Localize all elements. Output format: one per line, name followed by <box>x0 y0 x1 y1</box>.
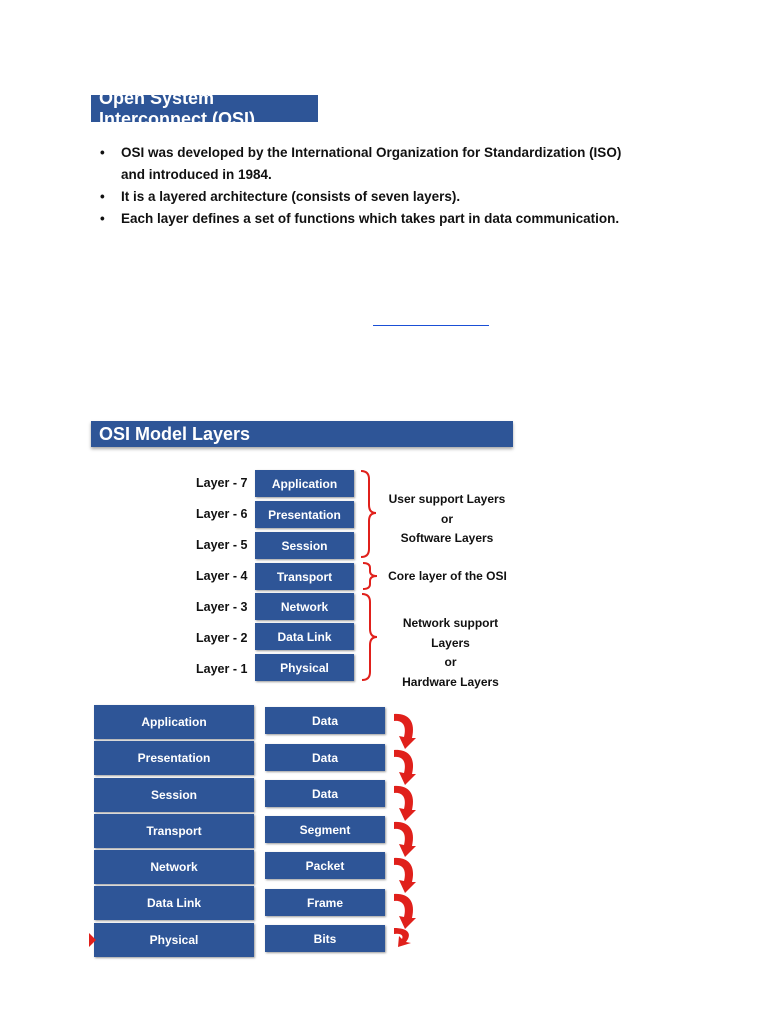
bracket-user-support <box>361 471 376 557</box>
pdu-unit-frame: Frame <box>265 889 385 916</box>
layer-number-label: Layer - 2 <box>196 631 248 645</box>
pdu-layer-network: Network <box>94 850 254 884</box>
layer-box-data-link: Data Link <box>255 623 354 650</box>
layer-box-physical: Physical <box>255 654 354 681</box>
bullet-text: It is a layered architecture (consists of seven layers). <box>121 189 461 204</box>
curved-down-arrow-icon <box>394 714 416 749</box>
layer-number-label: Layer - 1 <box>196 662 248 676</box>
layer-number-label: Layer - 3 <box>196 600 248 614</box>
pdu-layer-transport: Transport <box>94 814 254 848</box>
pdu-unit-segment: Segment <box>265 816 385 843</box>
pdu-layer-presentation: Presentation <box>94 741 254 775</box>
group-line: Core layer of the OSI <box>388 569 507 583</box>
group-line: Software Layers <box>400 531 494 545</box>
bullet-dot: • <box>100 211 105 226</box>
osi-section-title: Open System Interconnect (OSI) <box>91 95 318 122</box>
group-line: Hardware Layers <box>402 674 499 689</box>
group-line: or <box>441 511 453 526</box>
arrow-edge-marker-icon <box>89 933 96 947</box>
pdu-unit-packet: Packet <box>265 852 385 879</box>
layer-number-label: Layer - 7 <box>196 476 248 490</box>
layer-box-application: Application <box>255 470 354 497</box>
layer-box-network: Network <box>255 593 354 620</box>
bullet-text: Each layer defines a set of functions which takes part in data communication. <box>121 211 620 226</box>
curved-down-arrow-icon <box>394 858 416 893</box>
layer-number-label: Layer - 6 <box>196 507 248 521</box>
pdu-unit-bits: Bits <box>265 925 385 952</box>
bullet-text: OSI was developed by the International Organization for Standardization (ISO) and introduced in 1984. <box>121 145 622 182</box>
pdu-unit-data: Data <box>265 780 385 807</box>
group-line: or <box>444 655 457 669</box>
bullet-dot: • <box>100 189 105 204</box>
layer-box-transport: Transport <box>255 563 354 590</box>
curved-down-arrow-icon <box>394 822 416 857</box>
pdu-layer-data-link: Data Link <box>94 886 254 920</box>
bracket-group <box>361 471 377 680</box>
curved-down-arrow-icon <box>394 894 416 929</box>
layer-box-presentation: Presentation <box>255 501 354 528</box>
curved-down-arrow-icon <box>394 786 416 821</box>
pdu-layer-physical: Physical <box>94 923 254 957</box>
pdu-layer-session: Session <box>94 778 254 812</box>
bracket-core <box>363 563 377 589</box>
pdu-unit-data: Data <box>265 707 385 734</box>
curved-down-arrow-icon <box>394 750 416 785</box>
group-line: Network support Layers <box>402 616 499 650</box>
layer-number-label: Layer - 4 <box>196 569 248 583</box>
bullet-dot: • <box>100 145 105 160</box>
layer-number-label: Layer - 5 <box>196 538 248 552</box>
bracket-network-support <box>362 594 377 680</box>
pdu-unit-data: Data <box>265 744 385 771</box>
flow-arrows <box>89 714 416 947</box>
layers-section-title: OSI Model Layers <box>91 421 513 447</box>
group-line: User support Layers <box>388 492 506 506</box>
curved-down-arrow-icon <box>394 928 411 947</box>
pdu-layer-application: Application <box>94 705 254 739</box>
layer-box-session: Session <box>255 532 354 559</box>
